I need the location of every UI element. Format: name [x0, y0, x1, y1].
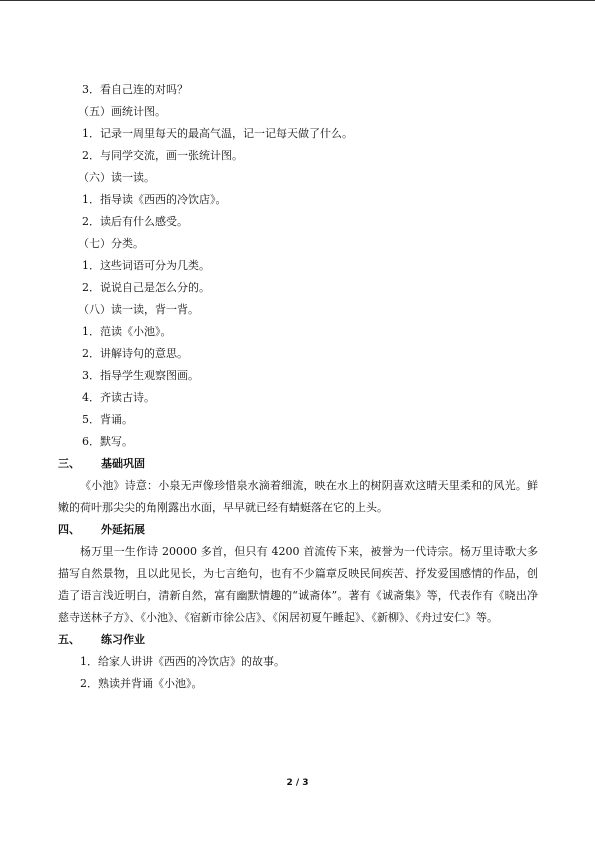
- list-item: 4．齐读古诗。: [82, 391, 155, 404]
- section-number: 四、: [58, 523, 80, 536]
- list-item: 2．读后有什么感受。: [82, 215, 188, 228]
- list-item: 1．给家人讲讲《西西的冷饮店》的故事。: [80, 655, 285, 668]
- list-item: 1．这些词语可分为几类。: [82, 259, 210, 272]
- top-rule: [0, 0, 595, 1]
- section-title: 基础巩固: [101, 457, 145, 470]
- subheading: （七）分类。: [78, 237, 144, 250]
- subheading: （八）读一读，背一背。: [78, 303, 199, 316]
- page-number: 2 / 3: [286, 778, 309, 788]
- section-number: 五、: [58, 633, 80, 646]
- list-item: 1．指导读《西西的冷饮店》。: [82, 193, 227, 206]
- list-item: 3．指导学生观察图画。: [82, 369, 199, 382]
- paragraph: 《小池》诗意：小泉无声像珍惜泉水滴着细流，映在水上的树阴喜欢这晴天里柔和的风光。鲜嫩的荷叶那尖尖的角刚露出水面，早早就已经有蜻蜓落在它的上头。: [58, 479, 538, 514]
- list-item: 3．看自己连的对吗？: [82, 83, 188, 96]
- list-item: 2．与同学交流，画一张统计图。: [82, 149, 243, 162]
- document-body: [58, 79, 538, 695]
- section-title: 练习作业: [101, 633, 145, 646]
- list-item: 5．背诵。: [82, 413, 133, 426]
- subheading: （五）画统计图。: [78, 105, 166, 118]
- list-item: 1．记录一周里每天的最高气温，记一记每天做了什么。: [82, 127, 353, 140]
- section-number: 三、: [58, 457, 80, 470]
- paragraph: 杨万里一生作诗 20000 多首，但只有 4200 首流传下来，被誉为一代诗宗。杨万里诗歌大多描写自然景物，且以此见长，为七言绝句，也有不少篇章反映民间疾苦、抒发爱国感情的作品，创造了语言浅近明白，清新自然，富有幽默情趣的“诚斋体”。著有《诚斋集》等，代表作有《晓出净慈寺送林子方》、《小池》、《宿新市徐公店》、《闲居初夏午睡起》、《新柳》、《舟过安仁》等。: [58, 545, 538, 624]
- list-item: 6．默写。: [82, 435, 133, 448]
- list-item: 2．讲解诗句的意思。: [82, 347, 188, 360]
- section-heading: [58, 629, 538, 651]
- section-heading: [58, 453, 538, 475]
- subheading: （六）读一读。: [78, 171, 155, 184]
- list-item: 2．说说自己是怎么分的。: [82, 281, 210, 294]
- section-title: 外延拓展: [101, 523, 145, 536]
- list-item: 2．熟读并背诵《小池》。: [80, 677, 203, 690]
- list-item: 1．范读《小池》。: [82, 325, 172, 338]
- section-heading: [58, 519, 538, 541]
